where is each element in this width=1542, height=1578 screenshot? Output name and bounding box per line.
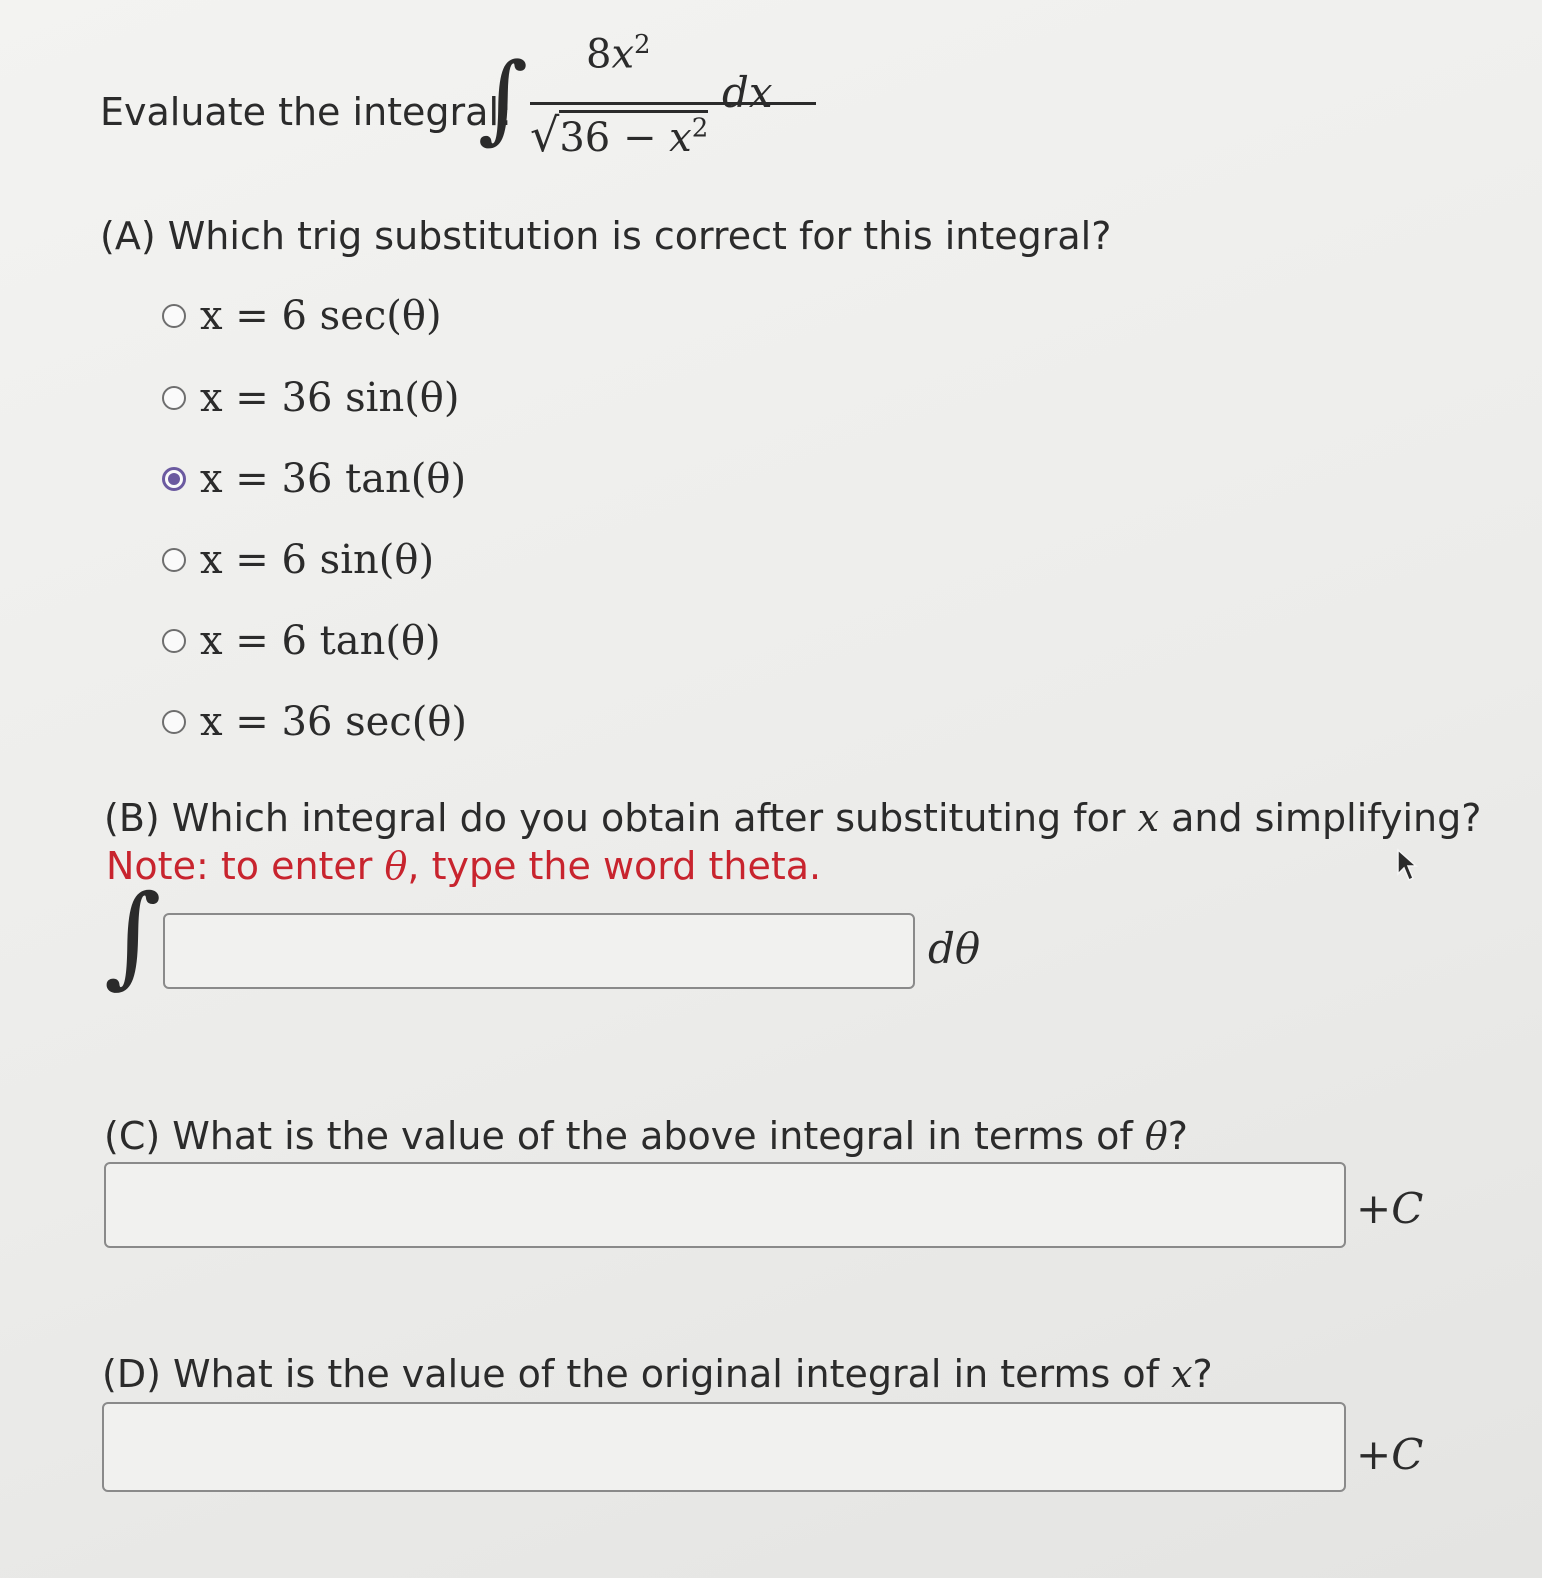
part-a-question: (A) Which trig substitution is correct for this integral? — [100, 214, 1112, 258]
plus-c-suffix: +C — [1356, 1430, 1424, 1479]
radio-unselected-icon[interactable] — [162, 304, 186, 328]
substitution-option[interactable] — [162, 288, 442, 344]
part-d-answer-input[interactable] — [102, 1402, 1346, 1492]
fraction-bar — [530, 102, 816, 105]
plus-c-suffix: +C — [1356, 1184, 1424, 1233]
radio-selected-icon[interactable] — [162, 467, 186, 491]
integral-sign: ∫ — [478, 42, 529, 154]
part-b-question: (B) Which integral do you obtain after substituting for x and simplifying? — [104, 796, 1482, 840]
option-label: x = 6 sec(θ) — [200, 293, 442, 339]
problem-lead: Evaluate the integral: — [100, 90, 512, 134]
radio-unselected-icon[interactable] — [162, 386, 186, 410]
differential: dx — [722, 68, 773, 117]
option-label: x = 6 sin(θ) — [200, 537, 435, 583]
d-theta-suffix: dθ — [928, 924, 981, 973]
part-d-question: (D) What is the value of the original integral in terms of x? — [102, 1352, 1213, 1396]
part-c-question: (C) What is the value of the above integral in terms of θ? — [104, 1114, 1188, 1158]
part-b-answer-input[interactable] — [163, 913, 915, 989]
fraction-numerator: $8x^2$ — [586, 30, 651, 78]
option-label: x = 36 tan(θ) — [200, 456, 467, 502]
substitution-option[interactable] — [162, 370, 460, 426]
option-label: x = 36 sec(θ) — [200, 699, 468, 745]
radio-unselected-icon[interactable] — [162, 710, 186, 734]
substitution-option[interactable] — [162, 451, 466, 507]
option-label: x = 36 sin(θ) — [200, 375, 460, 421]
radio-unselected-icon[interactable] — [162, 548, 186, 572]
mouse-pointer-icon — [1396, 848, 1418, 884]
radio-unselected-icon[interactable] — [162, 629, 186, 653]
substitution-option[interactable] — [162, 532, 434, 588]
substitution-option[interactable] — [162, 694, 467, 750]
theta-note: Note: to enter θ, type the word theta. — [106, 844, 822, 888]
option-label: x = 6 tan(θ) — [200, 618, 441, 664]
part-c-answer-input[interactable] — [104, 1162, 1346, 1248]
substitution-option[interactable] — [162, 613, 441, 669]
fraction-denominator: $√36 - x^2$ — [530, 108, 709, 162]
integral-sign-b: ∫ — [104, 871, 162, 999]
